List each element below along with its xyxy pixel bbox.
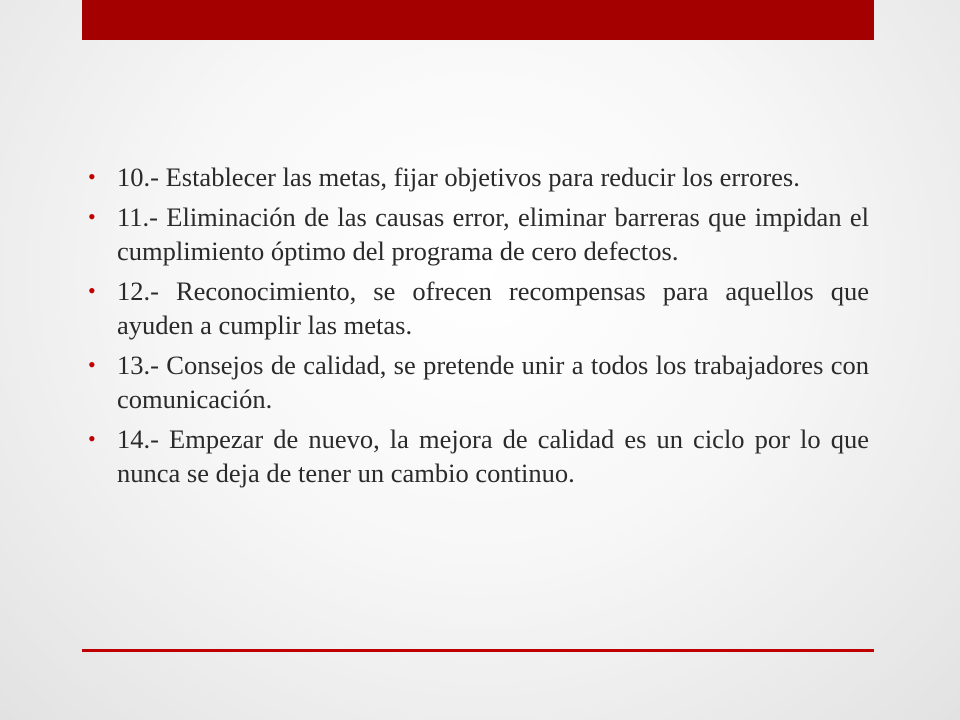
bullet-item: [88, 422, 869, 490]
bullet-dot-icon: •: [88, 352, 96, 377]
bullet-item: [88, 274, 869, 342]
bullet-item: [88, 200, 869, 268]
bullet-text: 14.- Empezar de nuevo, la mejora de calidad es un ciclo por lo que nunca se deja de tener un cambio continuo.: [117, 424, 869, 488]
bullet-text: 12.- Reconocimiento, se ofrecen recompensas para aquellos que ayuden a cumplir las metas.: [117, 276, 869, 340]
top-accent-bar: [82, 0, 874, 40]
bullet-list: [88, 160, 869, 490]
bullet-item: [88, 160, 869, 194]
bullet-item: [88, 348, 869, 416]
bullet-dot-icon: •: [88, 164, 96, 189]
bullet-text: 11.- Eliminación de las causas error, eliminar barreras que impidan el cumplimiento óptimo del programa de cero defectos.: [117, 202, 869, 266]
slide-content: [88, 160, 869, 496]
bullet-dot-icon: •: [88, 426, 96, 451]
bullet-dot-icon: •: [88, 278, 96, 303]
bullet-dot-icon: •: [88, 204, 96, 229]
bullet-text: 13.- Consejos de calidad, se pretende unir a todos los trabajadores con comunicación.: [117, 350, 869, 414]
bottom-divider: [82, 649, 874, 652]
bullet-text: 10.- Establecer las metas, fijar objetivos para reducir los errores.: [117, 162, 800, 192]
